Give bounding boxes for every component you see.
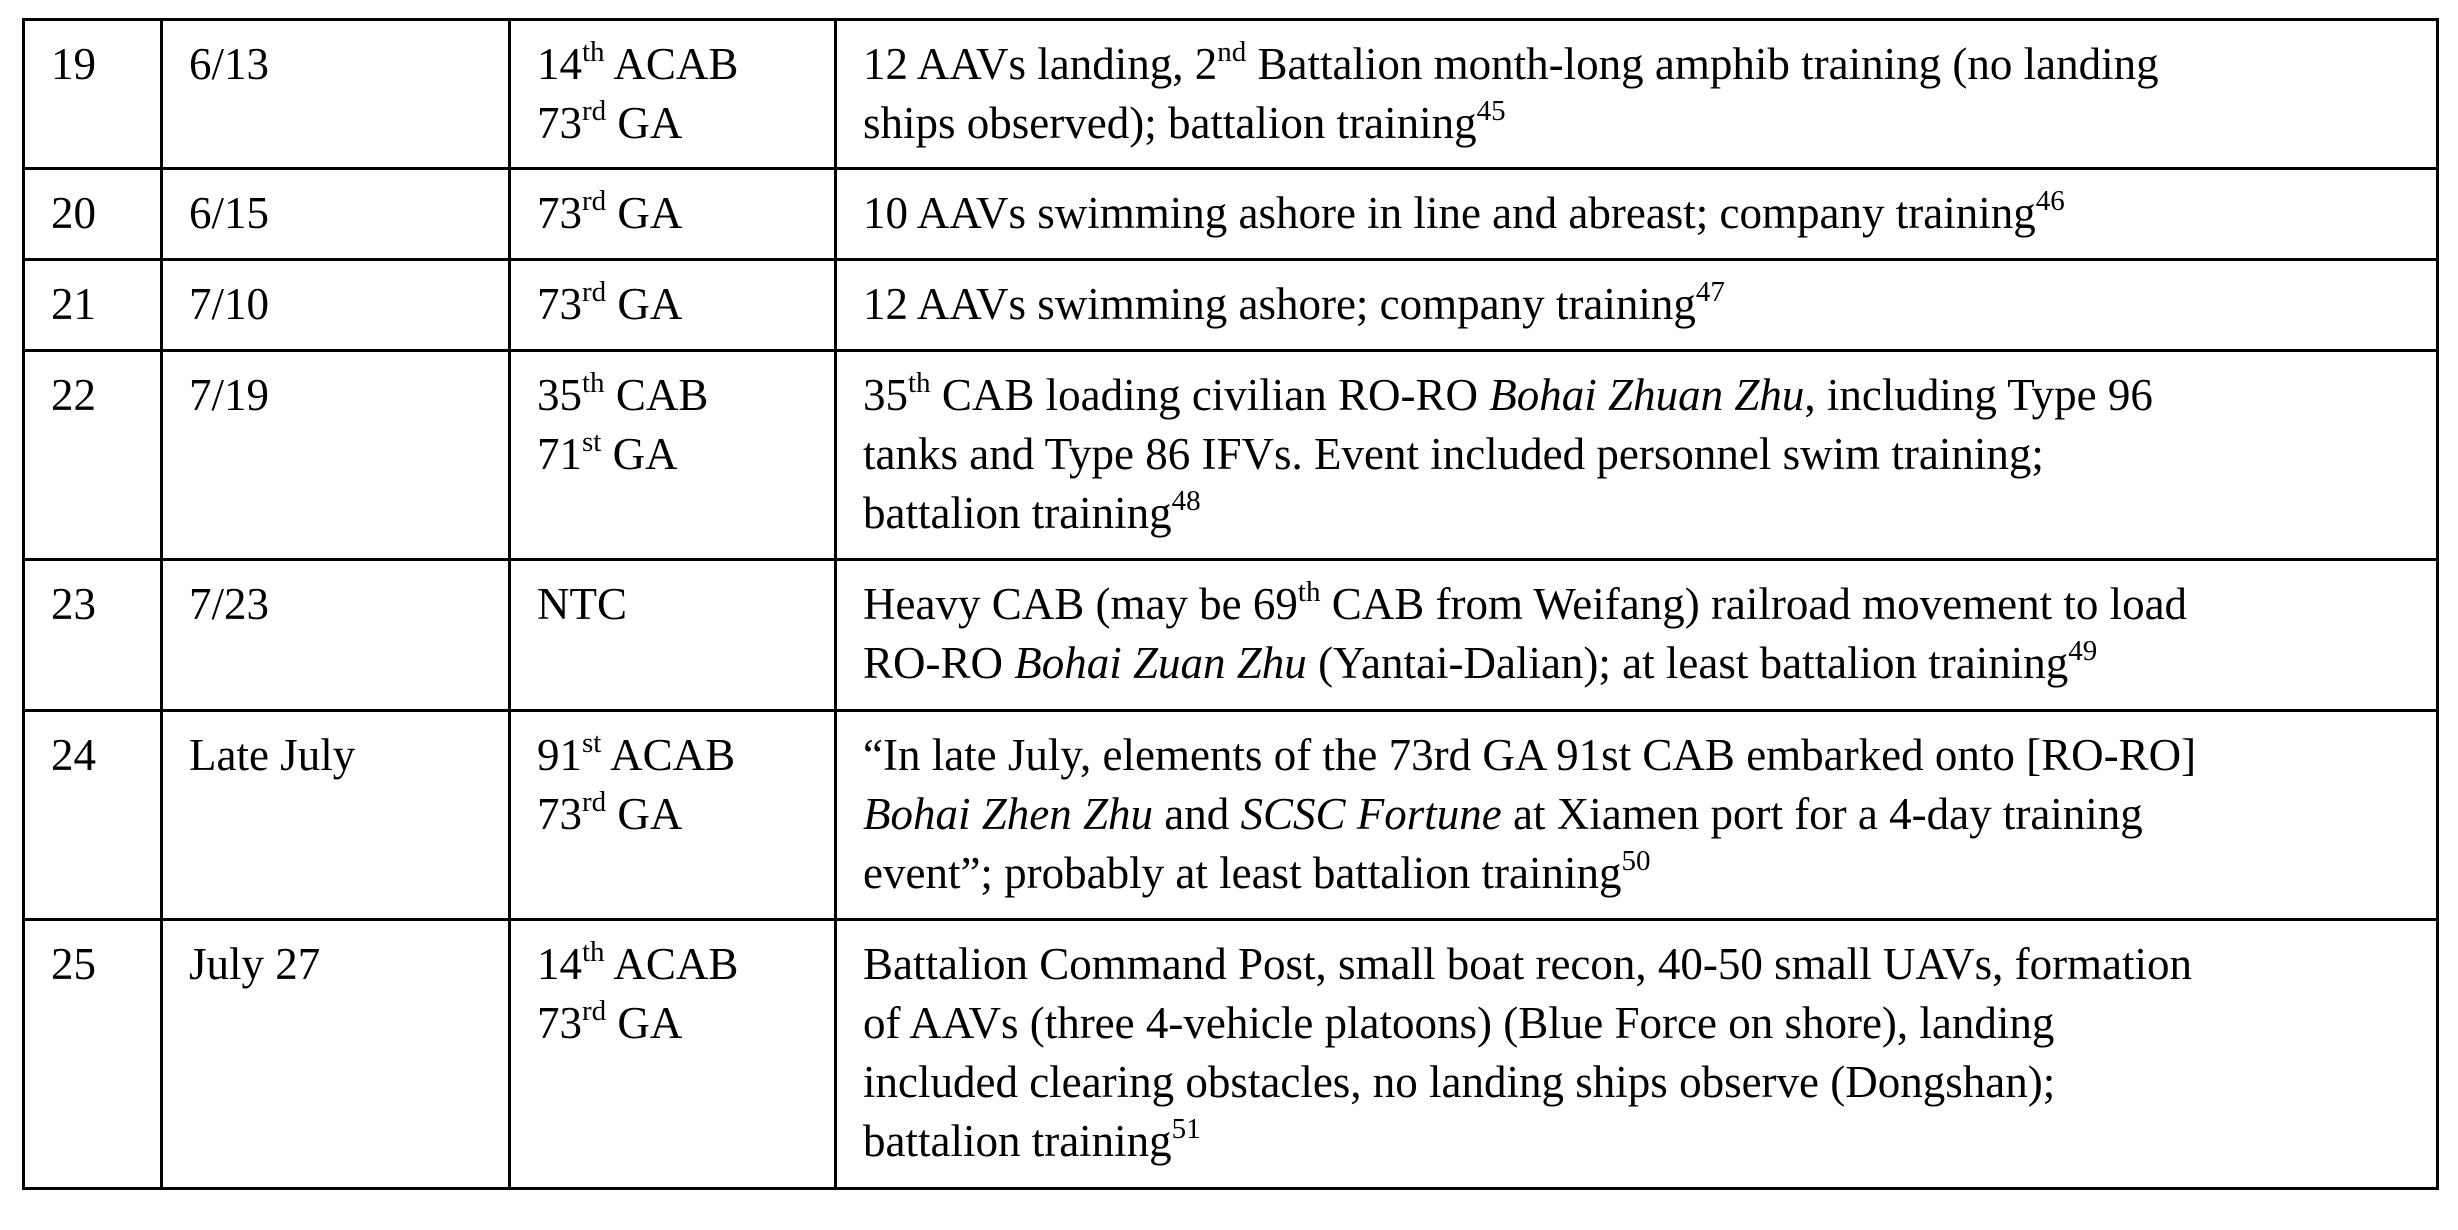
unit-text: 14 <box>537 939 582 989</box>
description-line <box>863 575 2420 634</box>
unit-line <box>537 575 810 634</box>
event-number: 25 <box>51 939 96 989</box>
unit-line <box>537 184 810 243</box>
unit-text: 73 <box>537 279 582 329</box>
table-row <box>24 169 2438 260</box>
description-line <box>863 935 2420 994</box>
description-text: 12 AAVs swimming ashore; company training <box>863 279 1696 329</box>
event-date: 7/19 <box>189 370 270 420</box>
description-text: included clearing obstacles, no landing ships observe (Dongshan); <box>863 1057 2056 1107</box>
description-line <box>863 1112 2420 1171</box>
event-number-cell <box>24 260 162 351</box>
vessel-name: Bohai Zuan Zhu <box>1014 638 1307 688</box>
ordinal-suffix: rd <box>582 276 607 308</box>
ordinal-suffix: th <box>582 936 605 968</box>
unit-line <box>537 35 810 94</box>
event-number-cell <box>24 560 162 711</box>
event-date: Late July <box>189 730 356 780</box>
ordinal-suffix: rd <box>582 995 607 1027</box>
description-text: 10 AAVs swimming ashore in line and abreast; company training <box>863 188 2036 238</box>
unit-text: 73 <box>537 188 582 238</box>
ordinal-suffix: rd <box>582 185 607 217</box>
description-text: 35 <box>863 370 908 420</box>
description-line <box>863 634 2420 693</box>
description-text: battalion training <box>863 1116 1172 1166</box>
description-line <box>863 844 2420 903</box>
event-date: 7/10 <box>189 279 270 329</box>
event-description-cell <box>836 169 2438 260</box>
event-number-cell <box>24 920 162 1189</box>
description-text: of AAVs (three 4-vehicle platoons) (Blue Force on shore), landing <box>863 998 2055 1048</box>
ordinal-suffix: st <box>582 727 602 759</box>
event-date-cell <box>162 20 510 169</box>
description-text: (Yantai-Dalian); at least battalion training <box>1306 638 2069 688</box>
table-row <box>24 560 2438 711</box>
unit-text: ACAB <box>601 730 736 780</box>
description-text: “In late July, elements of the 73rd GA 91st CAB embarked onto [RO-RO] <box>863 730 2197 780</box>
ordinal-suffix: th <box>1297 576 1321 608</box>
event-date-cell <box>162 560 510 711</box>
description-text: battalion training <box>863 488 1172 538</box>
event-unit-cell <box>510 260 836 351</box>
description-text: Battalion Command Post, small boat recon, 40-50 small UAVs, formation <box>863 939 2193 989</box>
description-text: tanks and Type 86 IFVs. Event included personnel swim training; <box>863 429 2044 479</box>
event-date-cell <box>162 920 510 1189</box>
event-date: July 27 <box>189 939 321 989</box>
unit-line <box>537 994 810 1053</box>
unit-line <box>537 275 810 334</box>
event-number-cell <box>24 20 162 169</box>
event-date: 7/23 <box>189 579 270 629</box>
unit-line <box>537 935 810 994</box>
vessel-name: Bohai Zhen Zhu <box>863 789 1154 839</box>
unit-line <box>537 94 810 153</box>
ordinal-suffix: th <box>582 367 605 399</box>
description-text: ships observed); battalion training <box>863 98 1477 148</box>
footnote-reference: 45 <box>1476 95 1506 127</box>
footnote-reference: 51 <box>1171 1113 1201 1145</box>
event-number: 22 <box>51 370 96 420</box>
unit-text: 35 <box>537 370 582 420</box>
description-line <box>863 35 2420 94</box>
footnote-reference: 47 <box>1695 276 1725 308</box>
unit-text: 91 <box>537 730 582 780</box>
description-line <box>863 484 2420 543</box>
event-number-cell <box>24 351 162 560</box>
ordinal-suffix: th <box>908 367 931 399</box>
unit-text: GA <box>606 98 683 148</box>
ordinal-suffix: th <box>582 36 605 68</box>
unit-line <box>537 726 810 785</box>
unit-text: 73 <box>537 789 582 839</box>
table-row <box>24 20 2438 169</box>
event-description-cell <box>836 711 2438 920</box>
unit-text: 73 <box>537 98 582 148</box>
description-line <box>863 1053 2420 1112</box>
unit-text: GA <box>606 188 683 238</box>
footnote-reference: 49 <box>2068 635 2098 667</box>
event-description-cell <box>836 20 2438 169</box>
event-date-cell <box>162 351 510 560</box>
unit-text: NTC <box>537 579 627 629</box>
unit-text: GA <box>606 789 683 839</box>
event-number-cell <box>24 169 162 260</box>
ordinal-suffix: rd <box>582 786 607 818</box>
description-text: 12 AAVs landing, 2 <box>863 39 1218 89</box>
ordinal-suffix: nd <box>1217 36 1247 68</box>
event-date-cell <box>162 711 510 920</box>
event-description-cell <box>836 351 2438 560</box>
description-line <box>863 425 2420 484</box>
event-unit-cell <box>510 20 836 169</box>
table-row <box>24 260 2438 351</box>
unit-text: GA <box>606 279 683 329</box>
description-text: Battalion month-long amphib training (no landing <box>1246 39 2159 89</box>
event-unit-cell <box>510 711 836 920</box>
event-unit-cell <box>510 351 836 560</box>
event-number: 20 <box>51 188 96 238</box>
event-date: 6/13 <box>189 39 270 89</box>
event-unit-cell <box>510 169 836 260</box>
footnote-reference: 46 <box>2035 185 2065 217</box>
unit-text: 14 <box>537 39 582 89</box>
description-text: Heavy CAB (may be 69 <box>863 579 1298 629</box>
event-number: 23 <box>51 579 96 629</box>
training-events-table <box>22 18 2439 1190</box>
unit-line <box>537 785 810 844</box>
description-text: RO-RO <box>863 638 1015 688</box>
event-number: 19 <box>51 39 96 89</box>
description-text: CAB loading civilian RO-RO <box>930 370 1490 420</box>
description-text: event”; probably at least battalion training <box>863 848 1622 898</box>
event-description-cell <box>836 560 2438 711</box>
unit-text: GA <box>601 429 678 479</box>
description-text: CAB from Weifang) railroad movement to load <box>1320 579 2188 629</box>
event-date: 6/15 <box>189 188 270 238</box>
ordinal-suffix: rd <box>582 95 607 127</box>
event-date-cell <box>162 260 510 351</box>
vessel-name: Bohai Zhuan Zhu <box>1489 370 1805 420</box>
event-unit-cell <box>510 920 836 1189</box>
table-row <box>24 711 2438 920</box>
description-line <box>863 94 2420 153</box>
event-unit-cell <box>510 560 836 711</box>
description-text: , including Type 96 <box>1804 370 2153 420</box>
event-number-cell <box>24 711 162 920</box>
ordinal-suffix: st <box>582 426 602 458</box>
unit-text: ACAB <box>604 39 739 89</box>
event-description-cell <box>836 260 2438 351</box>
event-description-cell <box>836 920 2438 1189</box>
event-number: 24 <box>51 730 96 780</box>
unit-text: 71 <box>537 429 582 479</box>
unit-text: 73 <box>537 998 582 1048</box>
table-row <box>24 920 2438 1189</box>
description-line <box>863 726 2420 785</box>
footnote-reference: 48 <box>1171 485 1201 517</box>
unit-text: ACAB <box>604 939 739 989</box>
description-text: and <box>1153 789 1241 839</box>
unit-line <box>537 366 810 425</box>
description-line <box>863 994 2420 1053</box>
unit-line <box>537 425 810 484</box>
table-row <box>24 351 2438 560</box>
description-line <box>863 184 2420 243</box>
description-text: at Xiamen port for a 4-day training <box>1501 789 2143 839</box>
table-body <box>24 20 2438 1189</box>
description-line <box>863 366 2420 425</box>
event-date-cell <box>162 169 510 260</box>
unit-text: GA <box>606 998 683 1048</box>
unit-text: CAB <box>604 370 709 420</box>
vessel-name: SCSC Fortune <box>1240 789 1502 839</box>
description-line <box>863 275 2420 334</box>
description-line <box>863 785 2420 844</box>
event-number: 21 <box>51 279 96 329</box>
footnote-reference: 50 <box>1621 845 1651 877</box>
